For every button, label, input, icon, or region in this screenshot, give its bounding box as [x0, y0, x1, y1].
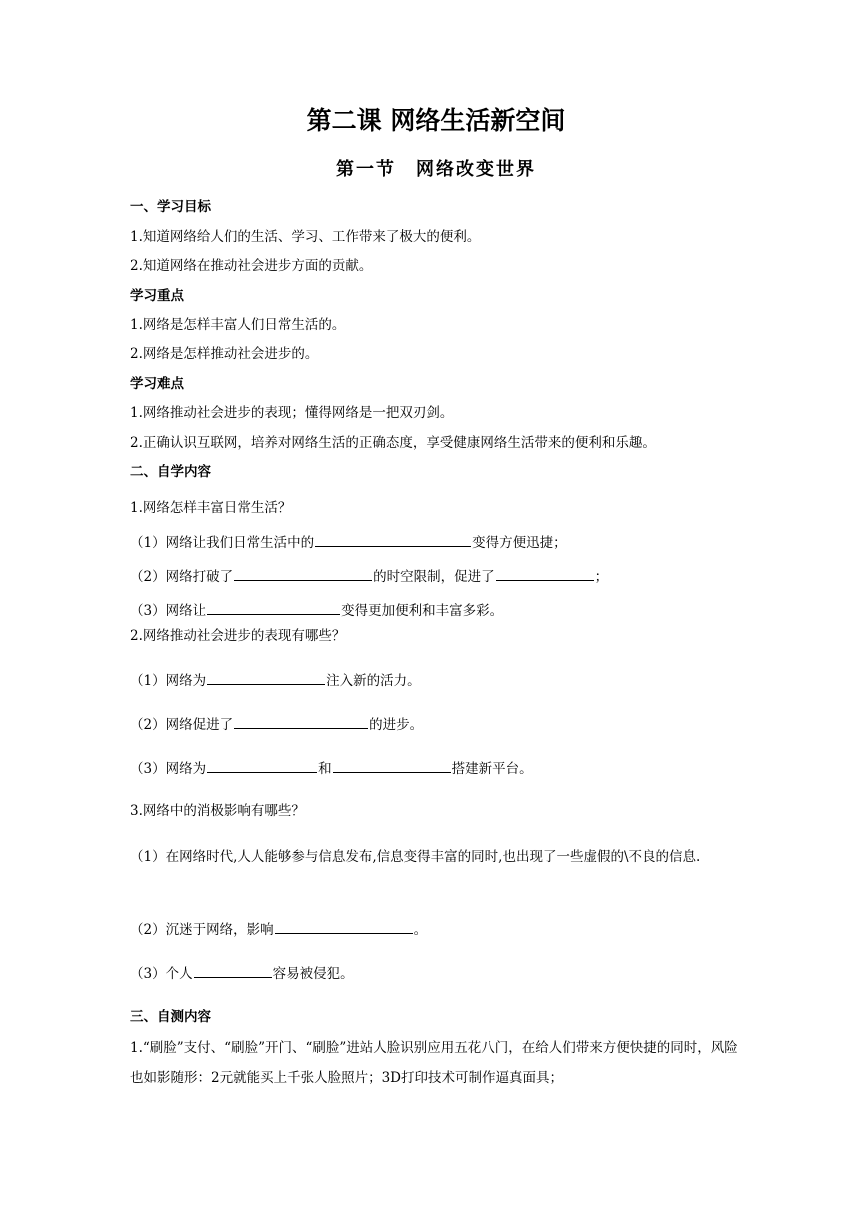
question-1: 1.网络怎样丰富日常生活？: [130, 500, 292, 516]
answer-text: （3）网络为: [130, 761, 207, 777]
answer-text: 的时空限制，促进了: [373, 569, 495, 585]
answer-text: 和: [318, 761, 332, 777]
fill-blank[interactable]: [207, 670, 325, 685]
answer-text: 容易被侵犯。: [272, 966, 354, 982]
answer-line: [130, 600, 503, 621]
key-points-heading: 学习重点: [130, 288, 184, 304]
answer-line: [130, 670, 421, 691]
fill-blank[interactable]: [207, 758, 317, 773]
answer-line: （1）在网络时代,人人能够参与信息发布,信息变得丰富的同时,也出现了一些虚假的\不良的信息.: [130, 849, 701, 865]
question-3: 3.网络中的消极影响有哪些？: [130, 803, 305, 819]
answer-line: [130, 532, 567, 553]
answer-line: [130, 714, 423, 735]
answer-text: （3）网络让: [130, 603, 207, 619]
self-study-heading: 二、自学内容: [130, 464, 211, 480]
goal-item: 2.知道网络在推动社会进步方面的贡献。: [130, 258, 373, 274]
question-2: 2.网络推动社会进步的表现有哪些？: [130, 628, 346, 644]
answer-line: [130, 566, 608, 587]
document-title: 第二课 网络生活新空间: [306, 106, 566, 135]
difficulties-heading: 学习难点: [130, 376, 184, 392]
goal-item: 1.知道网络给人们的生活、学习、工作带来了极大的便利。: [130, 229, 481, 245]
fill-blank[interactable]: [333, 758, 451, 773]
goals-heading: 一、学习目标: [130, 199, 211, 215]
test-question-1: 1.“刷脸”支付、“刷脸”开门、“刷脸”进站人脸识别应用五花八门，在给人们带来方便快捷的同时，风险也如影随形：2元就能买上千张人脸照片；3D打印技术可制作逼真面具；: [130, 1040, 738, 1086]
answer-text: ；: [594, 569, 609, 585]
answer-text: （1）网络为: [130, 673, 207, 689]
fill-blank[interactable]: [234, 566, 372, 581]
fill-blank[interactable]: [315, 532, 471, 547]
answer-text: 变得更加便利和丰富多彩。: [341, 603, 504, 619]
answer-text: （2）网络打破了: [130, 569, 234, 585]
section-subtitle: 第一节 网络改变世界: [336, 159, 536, 180]
answer-line: [130, 963, 354, 984]
difficulty-item: 2.正确认识互联网，培养对网络生活的正确态度，享受健康网络生活带来的便利和乐趣。: [130, 435, 656, 451]
fill-blank[interactable]: [194, 963, 272, 978]
answer-text: 的进步。: [369, 717, 424, 733]
answer-text: （3）个人: [130, 966, 193, 982]
fill-blank[interactable]: [234, 714, 368, 729]
key-point-item: 1.网络是怎样丰富人们日常生活的。: [130, 317, 346, 333]
answer-text: （1）网络让我们日常生活中的: [130, 535, 315, 551]
answer-text: 搭建新平台。: [451, 761, 533, 777]
document-page: [130, 0, 742, 1216]
answer-text: 变得方便迅捷；: [472, 535, 567, 551]
key-point-item: 2.网络是怎样推动社会进步的。: [130, 346, 319, 362]
fill-blank[interactable]: [496, 566, 594, 581]
fill-blank[interactable]: [275, 919, 413, 934]
self-test-heading: 三、自测内容: [130, 1009, 211, 1025]
answer-text: （2）沉迷于网络，影响: [130, 922, 274, 938]
answer-text: 注入新的活力。: [326, 673, 421, 689]
fill-blank[interactable]: [207, 600, 340, 615]
difficulty-item: 1.网络推动社会进步的表现；懂得网络是一把双刃剑。: [130, 405, 454, 421]
answer-text: 。: [413, 922, 428, 938]
answer-line: [130, 758, 533, 779]
answer-line: [130, 919, 427, 940]
answer-text: （2）网络促进了: [130, 717, 234, 733]
